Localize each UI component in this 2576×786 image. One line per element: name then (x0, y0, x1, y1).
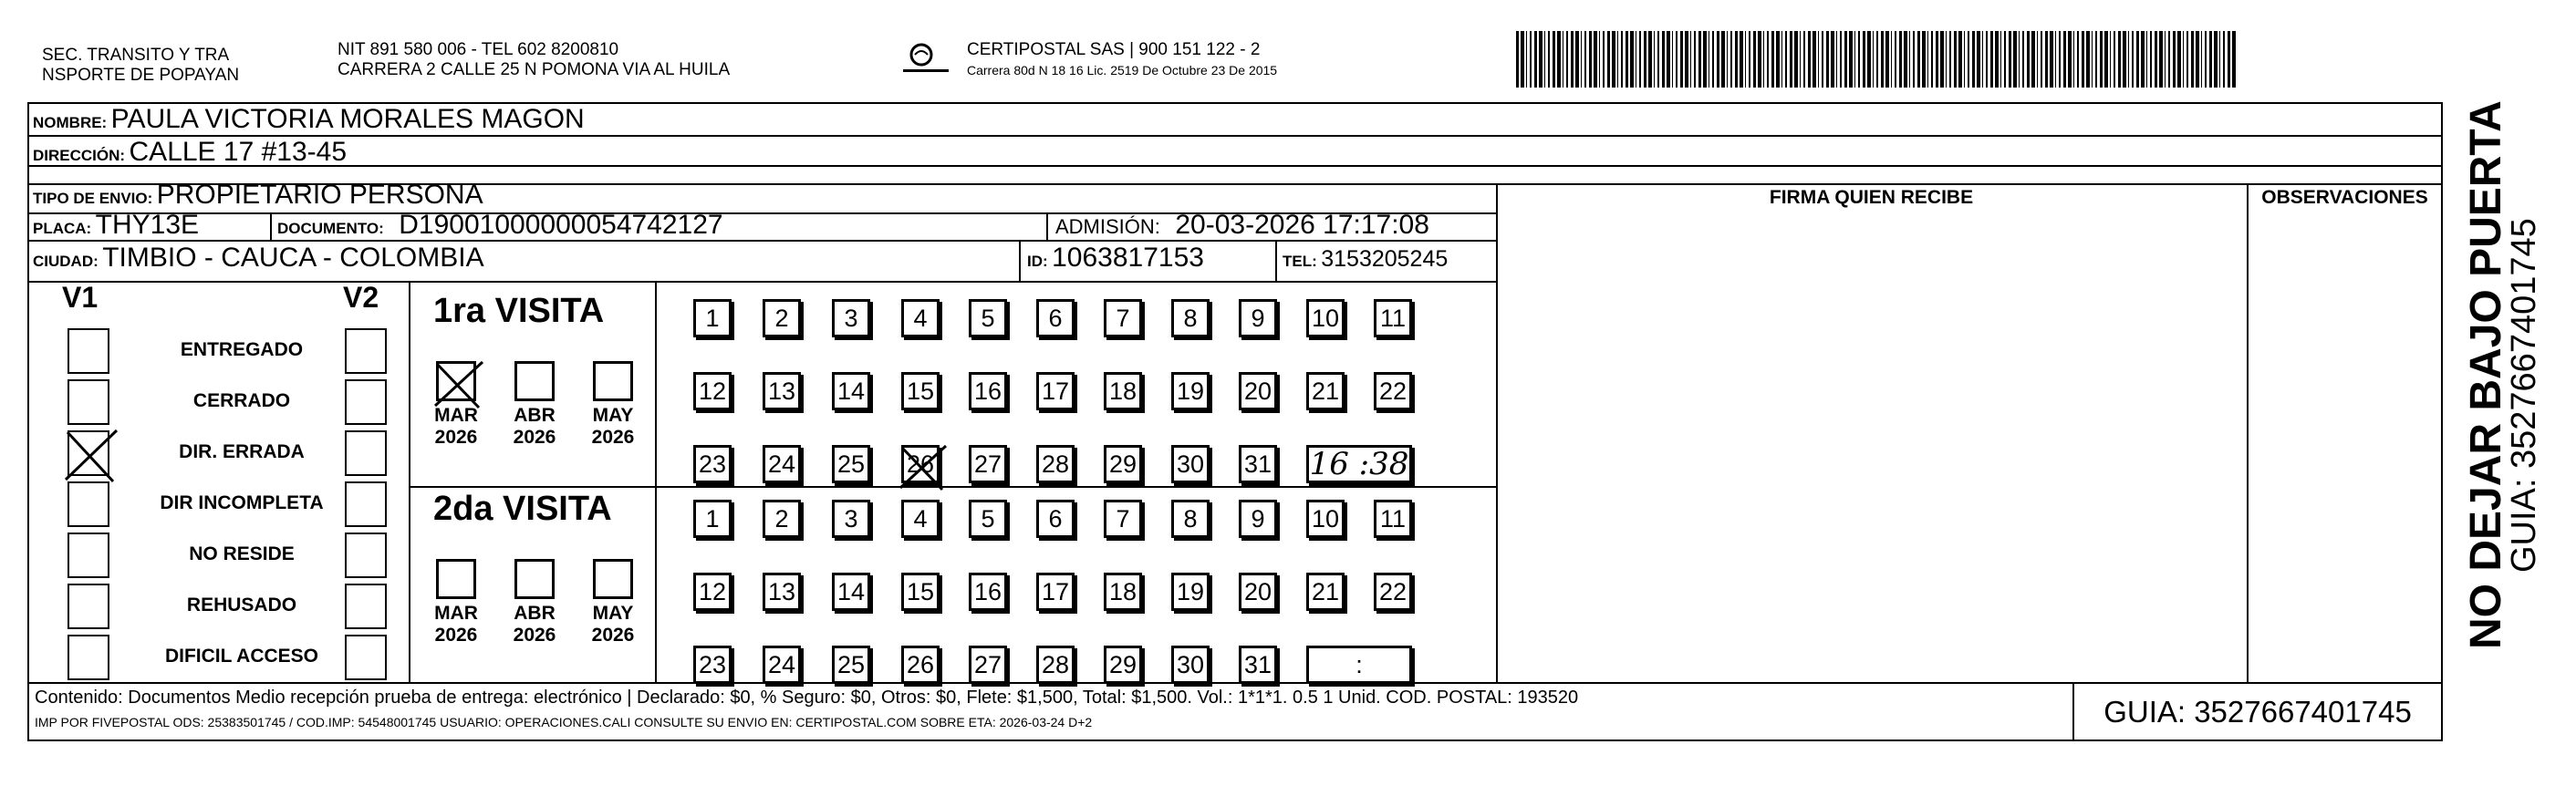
second-visit-day-29[interactable]: 29 (1104, 646, 1142, 684)
barcode (1516, 31, 2237, 88)
sender-line-2: NSPORTE DE POPAYAN (42, 66, 240, 85)
direccion-row (33, 137, 347, 168)
ciudad-label: CIUDAD: (33, 253, 99, 270)
carrier-line-2: Carrera 80d N 18 16 Lic. 2519 De Octubre 23 De 2015 (967, 63, 1278, 78)
admision-value: 20-03-2026 17:17:08 (1175, 210, 1429, 240)
v1-checkbox-6[interactable] (68, 584, 109, 629)
second-visit-day-3[interactable]: 3 (832, 500, 870, 538)
second-visit-day-13[interactable]: 13 (763, 573, 801, 611)
ciudad-value: TIMBIO - CAUCA - COLOMBIA (102, 243, 484, 273)
first-visit-day-19[interactable]: 19 (1171, 372, 1210, 410)
first-visit-day-26[interactable]: 26 (901, 445, 940, 483)
nit-line: NIT 891 580 006 - TEL 602 8200810 (338, 40, 619, 59)
second-visit-day-19[interactable]: 19 (1171, 573, 1210, 611)
v2-checkbox-7[interactable] (345, 635, 387, 680)
second-visit-day-18[interactable]: 18 (1104, 573, 1142, 611)
second-visit-day-20[interactable]: 20 (1239, 573, 1277, 611)
second-visit-day-24[interactable]: 24 (763, 646, 801, 684)
first-visit-day-17[interactable]: 17 (1036, 372, 1075, 410)
first-visit-day-31[interactable]: 31 (1239, 445, 1277, 483)
address-line: CARRERA 2 CALLE 25 N POMONA VIA AL HUILA (338, 60, 731, 79)
second-visit-day-26[interactable]: 26 (901, 646, 940, 684)
month-label: MAR 2026 (434, 603, 478, 646)
first-visit-day-14[interactable]: 14 (832, 372, 870, 410)
first-visit-time-box[interactable]: 16 :38 (1306, 445, 1412, 483)
first-visit-title: 1ra VISITA (433, 292, 605, 330)
placa-label: PLACA: (33, 220, 92, 237)
second-visit-day-30[interactable]: 30 (1171, 646, 1210, 684)
first-visit-day-5[interactable]: 5 (969, 299, 1007, 337)
id-cell (1027, 243, 1204, 274)
footer-line-2: IMP POR FIVEPOSTAL ODS: 25383501745 / COD.IMP: 54548001745 USUARIO: OPERACIONES.CALI CONSULTE SU ENVIO EN: CERTIPOSTAL.COM SOBRE ETA: 2026-03-24 D+2 (35, 715, 1093, 729)
second-visit-day-14[interactable]: 14 (832, 573, 870, 611)
v1-label: V1 (62, 281, 99, 314)
tipo-value: PROPIETARIO PERSONA (156, 180, 483, 210)
first-visit-day-18[interactable]: 18 (1104, 372, 1142, 410)
second-visit-month-box-mar[interactable] (436, 559, 476, 599)
guia-box: GUIA: 3527667401745 (2103, 694, 2412, 729)
sender-line-1: SEC. TRANSITO Y TRA (42, 46, 230, 65)
month-label: MAY 2026 (591, 603, 635, 646)
side-warning: NO DEJAR BAJO PUERTA (2462, 100, 2510, 649)
second-visit-day-25[interactable]: 25 (832, 646, 870, 684)
observaciones-header: OBSERVACIONES (2261, 187, 2428, 208)
tipo-row (33, 180, 483, 211)
v1-checkbox-5[interactable] (68, 533, 109, 578)
v2-checkbox-5[interactable] (345, 533, 387, 578)
tipo-label: TIPO DE ENVIO: (33, 190, 153, 207)
second-visit-day-15[interactable]: 15 (901, 573, 940, 611)
second-visit-day-21[interactable]: 21 (1306, 573, 1345, 611)
side-guia: GUIA: 3527667401745 (2505, 218, 2543, 573)
second-visit-day-6[interactable]: 6 (1036, 500, 1075, 538)
second-visit-day-16[interactable]: 16 (969, 573, 1007, 611)
month-label: MAY 2026 (591, 405, 635, 448)
first-visit-day-30[interactable]: 30 (1171, 445, 1210, 483)
first-visit-day-1[interactable]: 1 (693, 299, 732, 337)
tel-value: 3153205245 (1321, 246, 1449, 272)
v1-checkbox-1[interactable] (68, 328, 109, 374)
first-visit-day-25[interactable]: 25 (832, 445, 870, 483)
second-visit-day-11[interactable]: 11 (1374, 500, 1412, 538)
first-visit-month-box-may[interactable] (593, 361, 633, 401)
second-visit-month-box-may[interactable] (593, 559, 633, 599)
v1-checkbox-4[interactable] (68, 481, 109, 527)
id-label: ID: (1027, 253, 1048, 270)
tel-cell (1283, 246, 1448, 273)
first-visit-month-box-abr[interactable] (514, 361, 555, 401)
reason-label: ENTREGADO (180, 339, 304, 360)
first-visit-day-4[interactable]: 4 (901, 299, 940, 337)
second-visit-day-27[interactable]: 27 (969, 646, 1007, 684)
second-visit-day-12[interactable]: 12 (693, 573, 732, 611)
reason-label: NO RESIDE (189, 543, 295, 564)
first-visit-day-13[interactable]: 13 (763, 372, 801, 410)
v2-checkbox-4[interactable] (345, 481, 387, 527)
reason-label: REHUSADO (186, 595, 297, 615)
v1-checkbox-2[interactable] (68, 379, 109, 425)
second-visit-title: 2da VISITA (433, 490, 612, 528)
v2-label: V2 (343, 281, 379, 314)
admision-cell (1055, 210, 1429, 241)
first-visit-day-24[interactable]: 24 (763, 445, 801, 483)
first-visit-day-21[interactable]: 21 (1306, 372, 1345, 410)
ciudad-cell (33, 243, 484, 274)
first-visit-day-12[interactable]: 12 (693, 372, 732, 410)
second-visit-month-box-abr[interactable] (514, 559, 555, 599)
second-visit-day-1[interactable]: 1 (693, 500, 732, 538)
v2-checkbox-3[interactable] (345, 430, 387, 476)
v2-checkbox-6[interactable] (345, 584, 387, 629)
documento-value: D19001000000054742127 (399, 210, 723, 240)
placa-value: THY13E (95, 210, 200, 240)
first-visit-day-10[interactable]: 10 (1306, 299, 1345, 337)
direccion-label: DIRECCIÓN: (33, 147, 126, 164)
second-visit-day-10[interactable]: 10 (1306, 500, 1345, 538)
second-visit-day-28[interactable]: 28 (1036, 646, 1075, 684)
first-visit-day-23[interactable]: 23 (693, 445, 732, 483)
first-visit-day-22[interactable]: 22 (1374, 372, 1412, 410)
first-visit-day-28[interactable]: 28 (1036, 445, 1075, 483)
v2-checkbox-2[interactable] (345, 379, 387, 425)
month-label: MAR 2026 (434, 405, 478, 448)
first-visit-day-7[interactable]: 7 (1104, 299, 1142, 337)
month-label: ABR 2026 (513, 405, 556, 448)
v1-checkbox-marked[interactable] (68, 430, 109, 476)
nombre-value: PAULA VICTORIA MORALES MAGON (110, 104, 585, 134)
first-visit-day-2[interactable]: 2 (763, 299, 801, 337)
first-visit-day-9[interactable]: 9 (1239, 299, 1277, 337)
second-visit-day-5[interactable]: 5 (969, 500, 1007, 538)
sender-block (42, 46, 239, 86)
first-visit-day-27[interactable]: 27 (969, 445, 1007, 483)
documento-label: DOCUMENTO: (277, 220, 384, 237)
id-value: 1063817153 (1052, 243, 1204, 273)
first-visit-day-20[interactable]: 20 (1239, 372, 1277, 410)
nombre-row (33, 104, 585, 135)
second-visit-day-22[interactable]: 22 (1374, 573, 1412, 611)
first-visit-day-15[interactable]: 15 (901, 372, 940, 410)
second-visit-day-2[interactable]: 2 (763, 500, 801, 538)
documento-cell (277, 210, 723, 241)
reason-label: DIR INCOMPLETA (160, 492, 324, 513)
second-visit-day-23[interactable]: 23 (693, 646, 732, 684)
first-visit-day-29[interactable]: 29 (1104, 445, 1142, 483)
carrier-line-1: CERTIPOSTAL SAS | 900 151 122 - 2 (967, 40, 1261, 59)
second-visit-day-9[interactable]: 9 (1239, 500, 1277, 538)
first-visit-day-3[interactable]: 3 (832, 299, 870, 337)
second-visit-day-4[interactable]: 4 (901, 500, 940, 538)
second-visit-time-box[interactable]: : (1306, 646, 1412, 684)
tel-label: TEL: (1283, 253, 1317, 270)
direccion-value: CALLE 17 #13-45 (129, 137, 348, 167)
nombre-label: NOMBRE: (33, 114, 108, 131)
second-visit-day-7[interactable]: 7 (1104, 500, 1142, 538)
second-visit-day-17[interactable]: 17 (1036, 573, 1075, 611)
admision-label: ADMISIÓN: (1055, 215, 1160, 238)
placa-cell (33, 210, 199, 241)
carrier-logo-icon (898, 40, 953, 77)
reason-label: CERRADO (192, 390, 291, 411)
first-visit-day-16[interactable]: 16 (969, 372, 1007, 410)
month-label: ABR 2026 (513, 603, 556, 646)
second-visit-day-8[interactable]: 8 (1171, 500, 1210, 538)
v1-checkbox-7[interactable] (68, 635, 109, 680)
first-visit-day-6[interactable]: 6 (1036, 299, 1075, 337)
reason-label: DIFICIL ACCESO (164, 646, 318, 667)
reason-label: DIR. ERRADA (179, 441, 305, 462)
firma-header: FIRMA QUIEN RECIBE (1769, 187, 1974, 208)
first-visit-day-11[interactable]: 11 (1374, 299, 1412, 337)
v2-checkbox-1[interactable] (345, 328, 387, 374)
second-visit-day-31[interactable]: 31 (1239, 646, 1277, 684)
nit-block (338, 40, 730, 80)
footer-line-1: Contenido: Documentos Medio recepción prueba de entrega: electrónico | Declarado: $0, % Seguro: $0, Otros: $0, Flete: $1,500, Total: $1,500. Vol.: 1*1*1. 0.5 1 Unid. COD. POSTAL: 193520 (35, 688, 1579, 708)
first-visit-day-8[interactable]: 8 (1171, 299, 1210, 337)
first-visit-month-box-mar[interactable] (436, 361, 476, 401)
carrier-block (967, 40, 1277, 80)
